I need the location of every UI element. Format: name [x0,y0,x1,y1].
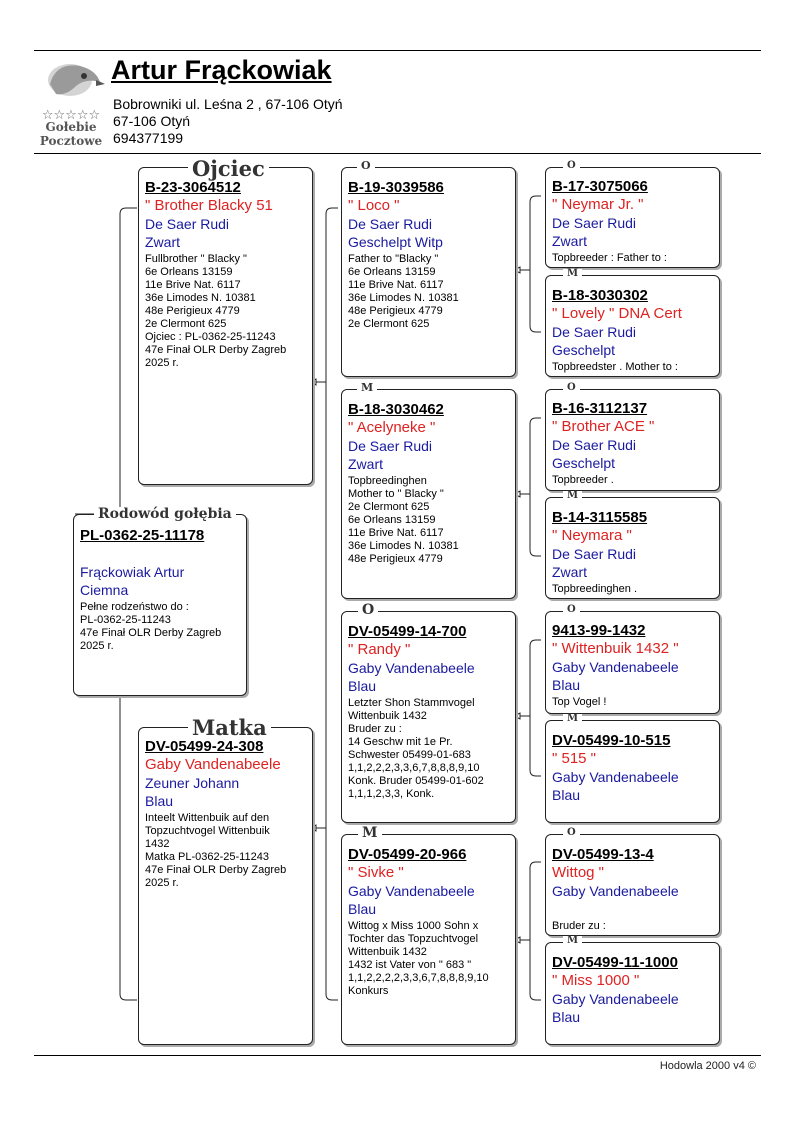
owner-phone: 694377199 [113,130,184,146]
ff-ring: B-19-3039586 [348,179,444,196]
father-color: Zwart [145,234,180,250]
ffm-sex-label: M [563,269,582,279]
ff-sex-label: O [357,160,375,171]
mf-ring: DV-05499-14-700 [348,623,467,640]
mf-color: Blau [348,678,377,694]
mmf-name: Wittog " [552,864,605,881]
mmf-notes: Bruder zu : [552,920,606,932]
mother-breeder: Zeuner Johann [145,775,240,791]
mother-notes: Inteelt Wittenbuik auf den Topzuchtvogel Wittenbuik 1432 Matka PL-0362-25-11243 47e Finał OLR Derby Zagreb 2025 r. [145,812,287,889]
mother-color: Blau [145,793,174,809]
subject-owner: Frąckowiak Artur [80,564,185,580]
ff-color: Geschelpt Witp [348,234,443,250]
fmm-name: " Neymara " [552,527,632,544]
svg-text:☆☆☆☆☆: ☆☆☆☆☆ [41,108,101,123]
logo-text-2: Pocztowe [39,134,103,148]
mfm-card [545,720,720,823]
mm-ring: DV-05499-20-966 [348,846,467,863]
father-name: " Brother Blacky 51 [145,197,273,214]
subject-notes: Pełne rodzeństwo do : PL-0362-25-11243 47e Finał OLR Derby Zagreb 2025 r. [80,601,222,652]
mfm-name: " 515 " [552,750,597,767]
mmf-card [545,834,720,936]
ffm-notes: Topbreedster . Mother to : [552,361,678,373]
ffm-breeder: De Saer Rudi [552,324,637,340]
mf-name: " Randy " [348,641,411,658]
fff-breeder: De Saer Rudi [552,215,637,231]
ff-card [341,167,516,377]
mff-color: Blau [552,677,581,693]
fm-color: Zwart [348,456,383,472]
mfm-breeder: Gaby Vandenabeele [552,769,679,785]
mm-sex-label: M [358,826,382,840]
pedigree-label: Rodowód gołębia [94,507,236,521]
owner-city: 67-106 Otyń [113,113,191,129]
mf-notes: Letzter Shon Stammvogel Wittenbuik 1432 Bruder zu : 14 Geschw mit 1e Pr. Schwester 05499-01-683 1,1,2,2,2,3,3,6,7,8,8,8,9,10 Konk. Bruder 05499-01-602 1,1,1,2,3,3, Konk. [348,697,484,800]
mff-card [545,611,720,714]
logo-text-1: Gołebie [45,120,97,134]
ffm-color: Geschelpt [552,342,616,358]
fm-sex-label: M [357,382,377,393]
fmm-ring: B-14-3115585 [552,509,648,526]
fmf-breeder: De Saer Rudi [552,437,637,453]
father-notes: Fullbrother " Blacky " 6e Orleans 13159 11e Brive Nat. 6117 36e Limodes N. 10381 48e Perigieux 4779 2e Clermont 625 Ojciec : PL-0362-25-11243 47e Finał OLR Derby Zagreb 2025 r. [145,253,287,369]
fff-card [545,167,720,268]
mmm-sex-label: M [563,936,582,946]
father-breeder: De Saer Rudi [145,216,230,232]
fmm-card [545,497,720,599]
fm-notes: Topbreedinghen Mother to " Blacky " 2e Clermont 625 6e Orleans 13159 11e Brive Nat. 6117 36e Limodes N. 10381 48e Perigieux 4779 [348,475,459,565]
mmm-card [545,942,720,1045]
ff-name: " Loco " [348,197,400,214]
mfm-ring: DV-05499-10-515 [552,732,671,749]
father-ring: B-23-3064512 [145,179,241,196]
fmf-ring: B-16-3112137 [552,400,648,417]
mmm-color: Blau [552,1009,581,1025]
mm-color: Blau [348,901,377,917]
fm-ring: B-18-3030462 [348,401,444,418]
fmf-color: Geschelpt [552,455,616,471]
fmm-sex-label: M [563,491,582,501]
mmf-breeder: Gaby Vandenabeele [552,883,679,899]
mother-card [138,727,313,1045]
mmm-breeder: Gaby Vandenabeele [552,991,679,1007]
mother-label: Matka [188,717,271,738]
subject-card [73,514,247,696]
footer-credit: Hodowla 2000 v4 © [659,1060,756,1072]
mff-breeder: Gaby Vandenabeele [552,659,679,675]
mmm-name: " Miss 1000 " [552,972,640,989]
mm-breeder: Gaby Vandenabeele [348,883,475,899]
mff-sex-label: O [563,605,580,615]
father-label: Ojciec [188,158,269,179]
mf-breeder: Gaby Vandenabeele [348,660,475,676]
mother-name: Gaby Vandenabeele [145,756,281,773]
fff-color: Zwart [552,233,587,249]
mfm-sex-label: M [563,714,582,724]
fff-name: " Neymar Jr. " [552,196,644,213]
mmf-sex-label: O [563,828,580,838]
footer-rule [34,1055,761,1056]
mff-name: " Wittenbuik 1432 " [552,640,679,657]
mf-card [341,611,516,823]
fmm-color: Zwart [552,564,587,580]
ffm-ring: B-18-3030302 [552,287,648,304]
mm-card [341,834,516,1045]
mmf-ring: DV-05499-13-4 [552,846,654,863]
ff-notes: Father to "Blacky " 6e Orleans 13159 11e Brive Nat. 6117 36e Limodes N. 10381 48e Perigieux 4779 2e Clermont 625 [348,253,459,330]
fm-breeder: De Saer Rudi [348,438,433,454]
owner-name: Artur Frąckowiak [111,55,332,85]
mff-ring: 9413-99-1432 [552,622,646,639]
mm-notes: Wittog x Miss 1000 Sohn x Tochter das Topzuchtvogel Wittenbuik 1432 1432 ist Vater von " 683 " 1,1,2,2,2,2,3,3,6,7,8,8,8,9,10 Konkurs [348,920,489,997]
subject-color: Ciemna [80,582,129,598]
fm-card [341,389,516,599]
fmm-notes: Topbreedinghen . [552,583,638,595]
mfm-color: Blau [552,787,581,803]
father-card [138,167,313,485]
ffm-card [545,275,720,377]
owner-address: Bobrowniki ul. Leśna 2 , 67-106 Otyń [113,96,343,112]
mf-sex-label: O [358,603,378,617]
subject-ring: PL-0362-25-11178 [80,527,205,544]
fmf-sex-label: O [563,383,580,393]
fm-name: " Acelyneke " [348,419,436,436]
fff-sex-label: O [563,161,580,171]
fff-ring: B-17-3075066 [552,178,648,195]
fmf-card [545,389,720,491]
ff-breeder: De Saer Rudi [348,216,433,232]
mm-name: " Sivke " [348,864,404,881]
fmf-name: " Brother ACE " [552,418,655,435]
fff-notes: Topbreeder : Father to : [552,252,667,264]
mother-ring: DV-05499-24-308 [145,738,264,755]
mff-notes: Top Vogel ! [552,696,607,708]
ffm-name: " Lovely " DNA Cert [552,305,682,322]
mmm-ring: DV-05499-11-1000 [552,954,678,971]
fmm-breeder: De Saer Rudi [552,546,637,562]
fmf-notes: Topbreeder . [552,474,614,486]
